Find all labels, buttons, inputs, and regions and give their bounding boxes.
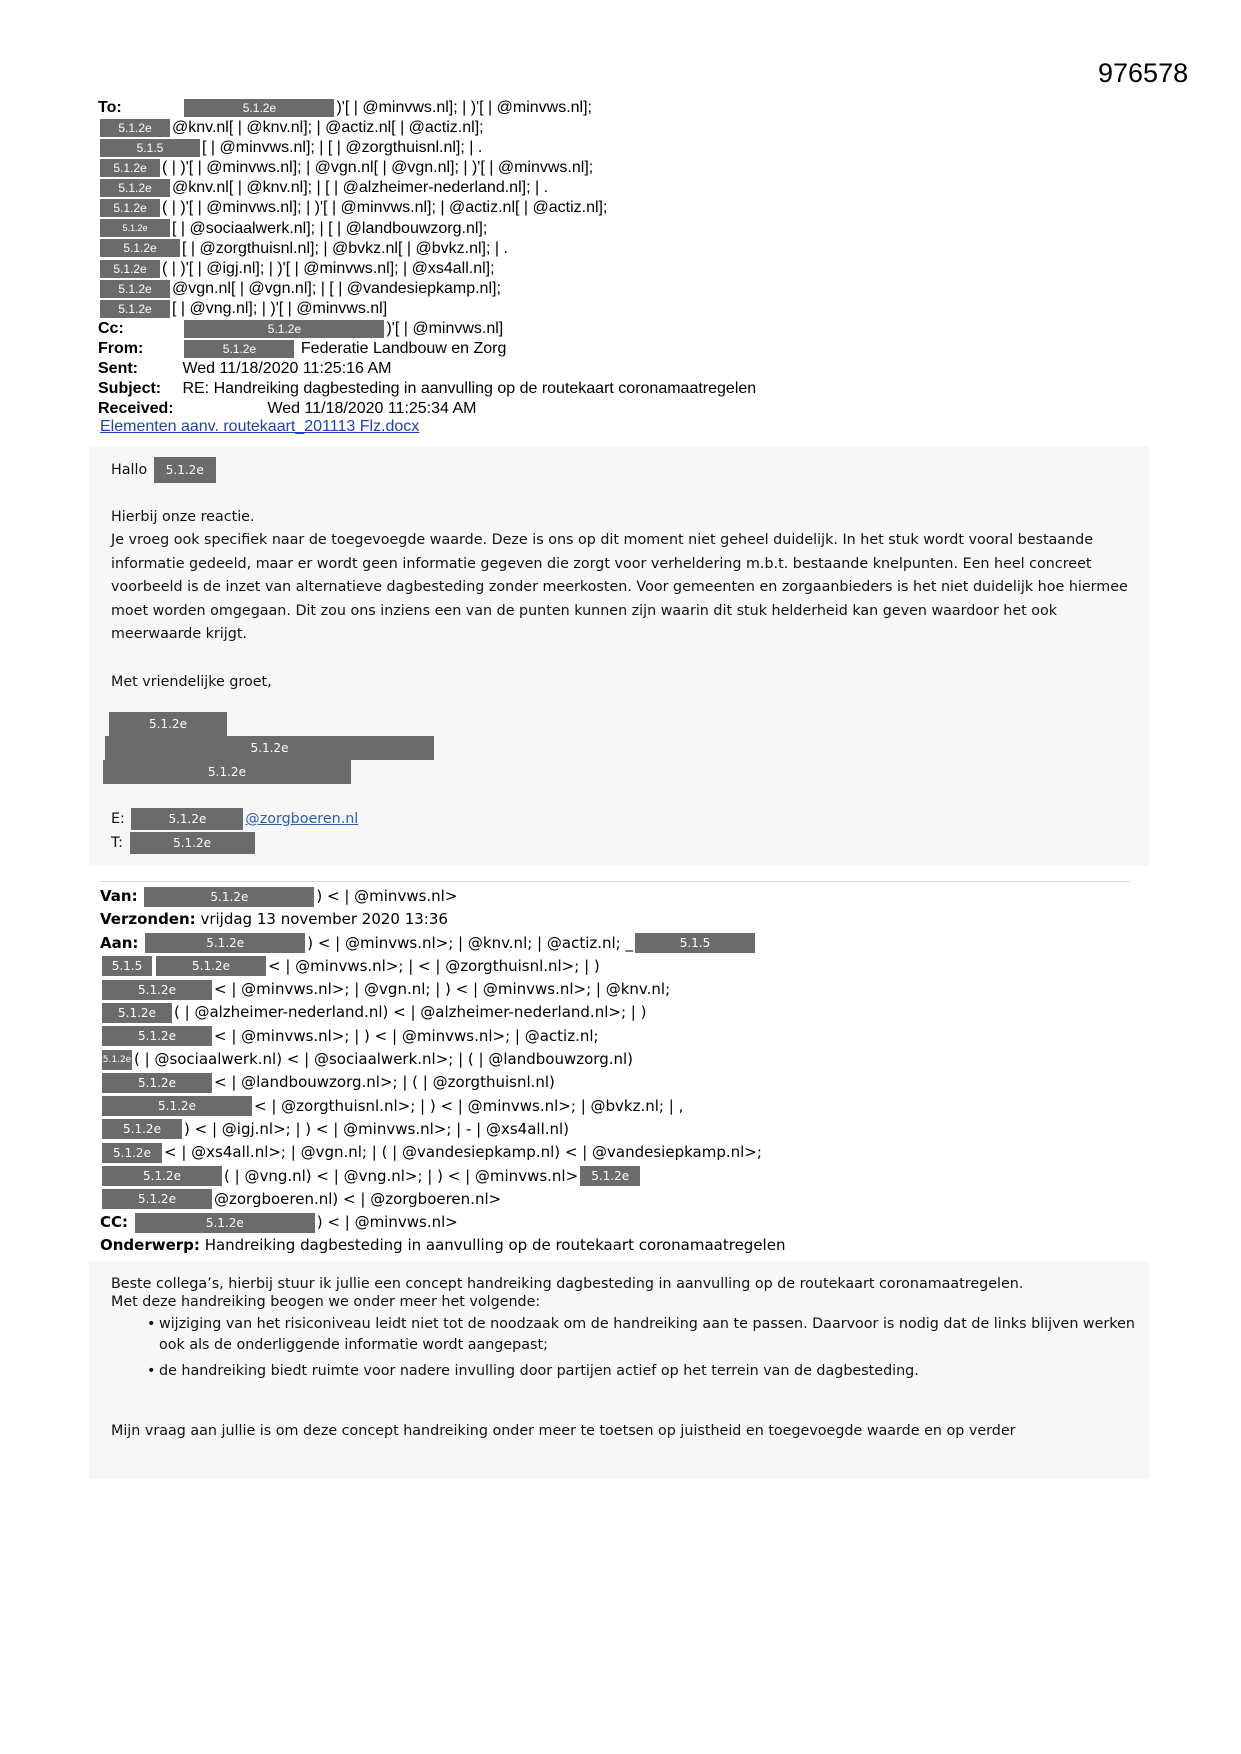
to-line-10 <box>98 279 1148 299</box>
document-number: 976578 <box>1098 58 1189 88</box>
redaction: 5.1.2e <box>131 808 243 830</box>
subject-text: RE: Handreiking dagbesteding in aanvulling op de routekaart coronamaatregelen <box>182 380 757 398</box>
aan-line-11 <box>100 1165 1150 1188</box>
e-label: E: <box>111 811 125 827</box>
to-line-7 <box>98 219 1148 239</box>
redaction: 5.1.5 <box>635 933 755 953</box>
bullet-dot: • <box>147 1363 156 1379</box>
original-body <box>89 1261 1149 1479</box>
aan-text: < | @minvws.nl>; | @vgn.nl; | ) < | @minvws.nl>; | @knv.nl; <box>214 980 671 999</box>
cc-line-fwd <box>100 1211 1150 1234</box>
aan-line-7 <box>100 1071 1150 1094</box>
to-line-2 <box>98 118 1148 138</box>
signature-redaction: 5.1.2e <box>105 736 434 760</box>
aan-line-9 <box>100 1118 1150 1141</box>
redaction: 5.1.2e <box>100 280 170 298</box>
redaction: 5.1.2e <box>100 119 170 137</box>
aan-text: < | @zorgthuisnl.nl>; | ) < | @minvws.nl>; | @bvkz.nl; | , <box>254 1096 684 1115</box>
redaction: 5.1.2e <box>102 1026 212 1046</box>
to-line-6 <box>98 198 1148 218</box>
received-line <box>98 399 1148 419</box>
cc-label: Cc: <box>98 320 124 338</box>
aan-line-10 <box>100 1141 1150 1164</box>
aan-text: ) < | @igj.nl>; | ) < | @minvws.nl>; | - | @xs4all.nl) <box>184 1119 570 1138</box>
aan-line-2 <box>100 955 1150 978</box>
original-para-2: Met deze handreiking beogen we onder meer het volgende: <box>111 1294 541 1310</box>
aan-text: ( | @alzheimer-nederland.nl) < | @alzheimer-nederland.nl>; | ) <box>174 1003 647 1022</box>
subject-label: Subject: <box>98 380 162 398</box>
subject-line <box>98 379 1148 399</box>
to-line-1 <box>98 98 1148 118</box>
reply-para-1: Hierbij onze reactie. <box>111 509 255 525</box>
verzonden-line <box>100 908 1150 931</box>
redaction: 5.1.2e <box>102 1003 172 1023</box>
sent-label: Sent: <box>98 360 138 378</box>
cc-text-fwd: ) < | @minvws.nl> <box>316 1213 458 1232</box>
redaction: 5.1.2e <box>100 199 160 217</box>
closing: Met vriendelijke groet, <box>111 674 272 690</box>
aan-line-5 <box>100 1025 1150 1048</box>
redaction: 5.1.2e <box>145 933 305 953</box>
original-para-1: Beste collega’s, hierbij stuur ik jullie een concept handreiking dagbesteding in aanvulling op de routekaart coronamaatregelen. <box>111 1276 1024 1292</box>
to-line-11 <box>98 299 1148 319</box>
to-line-5 <box>98 178 1148 198</box>
email-link[interactable]: @zorgboeren.nl <box>245 811 359 827</box>
signature-redaction: 5.1.2e <box>109 712 227 736</box>
to-text: ( | )'[ | @igj.nl]; | )'[ | @minvws.nl]; | @xs4all.nl]; <box>162 259 495 277</box>
aan-text: @zorgboeren.nl) < | @zorgboeren.nl> <box>214 1189 502 1208</box>
email-header <box>98 98 1148 420</box>
greeting: Hallo <box>111 462 148 478</box>
van-line <box>100 885 1150 908</box>
to-text: [ | @minvws.nl]; | [ | @zorgthuisnl.nl]; | . <box>202 139 483 157</box>
aan-text: < | @landbouwzorg.nl>; | ( | @zorgthuisnl.nl) <box>214 1073 555 1092</box>
to-text: [ | @zorgthuisnl.nl]; | @bvkz.nl[ | @bvkz.nl]; | . <box>182 239 508 257</box>
redaction: 5.1.2e <box>100 300 170 318</box>
redaction: 5.1.5 <box>100 139 200 157</box>
redaction: 5.1.2e <box>100 219 170 237</box>
separator-line <box>100 881 1130 882</box>
aan-text: < | @xs4all.nl>; | @vgn.nl; | ( | @vandesiepkamp.nl) < | @vandesiepkamp.nl>; <box>164 1143 762 1162</box>
from-text: Federatie Landbouw en Zorg <box>300 340 507 358</box>
verzonden-label: Verzonden: <box>100 910 196 929</box>
to-text: @knv.nl[ | @knv.nl]; | @actiz.nl[ | @actiz.nl]; <box>172 119 484 137</box>
redaction: 5.1.2e <box>130 832 255 854</box>
to-line-3 <box>98 138 1148 158</box>
aan-line-12 <box>100 1188 1150 1211</box>
cc-line <box>98 319 1148 339</box>
redaction: 5.1.2e <box>144 887 314 907</box>
to-line-8 <box>98 239 1148 259</box>
aan-line-3 <box>100 978 1150 1001</box>
redaction: 5.1.2e <box>102 1166 222 1186</box>
redaction: 5.1.2e <box>154 457 216 483</box>
to-text: ( | )'[ | @minvws.nl]; | @vgn.nl[ | @vgn.nl]; | )'[ | @minvws.nl]; <box>162 159 594 177</box>
received-label: Received: <box>98 400 174 418</box>
redaction: 5.1.2e <box>102 1073 212 1093</box>
to-text: @knv.nl[ | @knv.nl]; | [ | @alzheimer-nederland.nl]; | . <box>172 179 549 197</box>
redaction: 5.1.2e <box>580 1166 640 1186</box>
redaction: 5.1.2e <box>100 239 180 257</box>
redaction: 5.1.2e <box>102 1119 182 1139</box>
from-line <box>98 339 1148 359</box>
redaction: 5.1.2e <box>184 320 384 338</box>
redaction: 5.1.5 <box>102 956 152 976</box>
cc-label-fwd: CC: <box>100 1213 129 1232</box>
original-para-3: Mijn vraag aan jullie is om deze concept handreiking onder meer te toetsen op juistheid en toegevoegde waarde en op verder <box>111 1423 1016 1439</box>
redaction: 5.1.2e <box>102 1189 212 1209</box>
aan-line-6 <box>100 1048 1150 1071</box>
redaction: 5.1.2e <box>100 159 160 177</box>
aan-line-4 <box>100 1001 1150 1024</box>
redaction: 5.1.2e <box>184 99 334 117</box>
reply-para-2: Je vroeg ook specifiek naar de toegevoegde waarde. Deze is ons op dit moment niet geheel duidelijk. In het stuk wordt vooral bestaande informatie gedeeld, maar er wordt geen informatie gegeven die zorgt voor verheldering m.b.t. bestaande knelpunten. Een heel concreet voorbeeld is de inzet van alternatieve dagbesteding zonder meerkosten. Voor gemeenten en zorgaanbieders is het niet duidelijk hoe hiermee moet worden omgegaan. Dit zou ons inziens een van de punten kunnen zijn waarin dit stuk helderheid kan geven waardoor het ook meerwaarde krijgt. <box>111 532 1128 642</box>
aan-line-8 <box>100 1095 1150 1118</box>
redaction: 5.1.2e <box>102 980 212 1000</box>
aan-text: ) < | @minvws.nl>; | @knv.nl; | @actiz.nl; _ <box>307 933 633 952</box>
redaction: 5.1.2e <box>102 1096 252 1116</box>
phone-line <box>111 832 1139 856</box>
from-label: From: <box>98 340 144 358</box>
redaction: 5.1.2e <box>156 956 266 976</box>
aan-text: ( | @sociaalwerk.nl) < | @sociaalwerk.nl>; | ( | @landbouwzorg.nl) <box>134 1050 634 1069</box>
onderwerp-label: Onderwerp: <box>100 1236 200 1255</box>
bullet-text: de handreiking biedt ruimte voor nadere invulling door partijen actief op het terrein van de dagbesteding. <box>159 1363 919 1379</box>
greeting-line <box>111 457 1139 483</box>
to-text: )'[ | @minvws.nl]; | )'[ | @minvws.nl]; <box>336 99 592 116</box>
to-text: ( | )'[ | @minvws.nl]; | )'[ | @minvws.nl]; | @actiz.nl[ | @actiz.nl]; <box>162 199 608 217</box>
to-label: To: <box>98 99 122 116</box>
aan-line-1 <box>100 932 1150 955</box>
forwarded-header <box>100 885 1150 1258</box>
sent-line <box>98 359 1148 379</box>
aan-label: Aan: <box>100 933 139 952</box>
to-text: [ | @sociaalwerk.nl]; | [ | @landbouwzorg.nl]; <box>172 219 488 237</box>
bullet-dot: • <box>147 1316 156 1332</box>
redaction: 5.1.2e <box>100 260 160 278</box>
bullet-item-2 <box>147 1361 1139 1382</box>
bullet-text: wijziging van het risiconiveau leidt niet tot de noodzaak om de handreiking aan te passen. Daarvoor is nodig dat de links blijven werken ook als de onderliggende informatie wordt aangepast; <box>159 1316 1135 1353</box>
aan-text: < | @minvws.nl>; | < | @zorgthuisnl.nl>; | ) <box>268 956 600 975</box>
to-text: [ | @vng.nl]; | )'[ | @minvws.nl] <box>172 299 388 317</box>
t-label: T: <box>111 835 123 851</box>
to-text: @vgn.nl[ | @vgn.nl]; | [ | @vandesiepkamp.nl]; <box>172 279 501 297</box>
redaction: 5.1.2e <box>184 340 294 358</box>
to-line-9 <box>98 259 1148 279</box>
verzonden-text: vrijdag 13 november 2020 13:36 <box>200 910 448 929</box>
redaction: 5.1.2e <box>102 1050 132 1070</box>
van-text: ) < | @minvws.nl> <box>316 887 458 905</box>
received-text: Wed 11/18/2020 11:25:34 AM <box>267 400 477 418</box>
redaction: 5.1.2e <box>102 1143 162 1163</box>
signature-redaction: 5.1.2e <box>103 760 351 784</box>
to-line-4 <box>98 158 1148 178</box>
aan-text: ( | @vng.nl) < | @vng.nl>; | ) < | @minvws.nl> <box>224 1166 579 1185</box>
aan-text: < | @minvws.nl>; | ) < | @minvws.nl>; | @actiz.nl; <box>214 1026 599 1045</box>
redaction: 5.1.2e <box>100 179 170 197</box>
attachment-link[interactable]: Elementen aanv. routekaart_201113 Flz.docx <box>100 418 420 435</box>
cc-text: )'[ | @minvws.nl] <box>386 320 504 338</box>
redaction: 5.1.2e <box>135 1213 315 1233</box>
onderwerp-text: Handreiking dagbesteding in aanvulling op de routekaart coronamaatregelen <box>204 1236 786 1255</box>
sent-text: Wed 11/18/2020 11:25:16 AM <box>182 360 392 378</box>
reply-body <box>89 446 1149 866</box>
onderwerp-line <box>100 1234 1150 1257</box>
van-label: Van: <box>100 887 138 905</box>
bullet-item-1 <box>147 1314 1139 1356</box>
email-line <box>111 808 1139 832</box>
